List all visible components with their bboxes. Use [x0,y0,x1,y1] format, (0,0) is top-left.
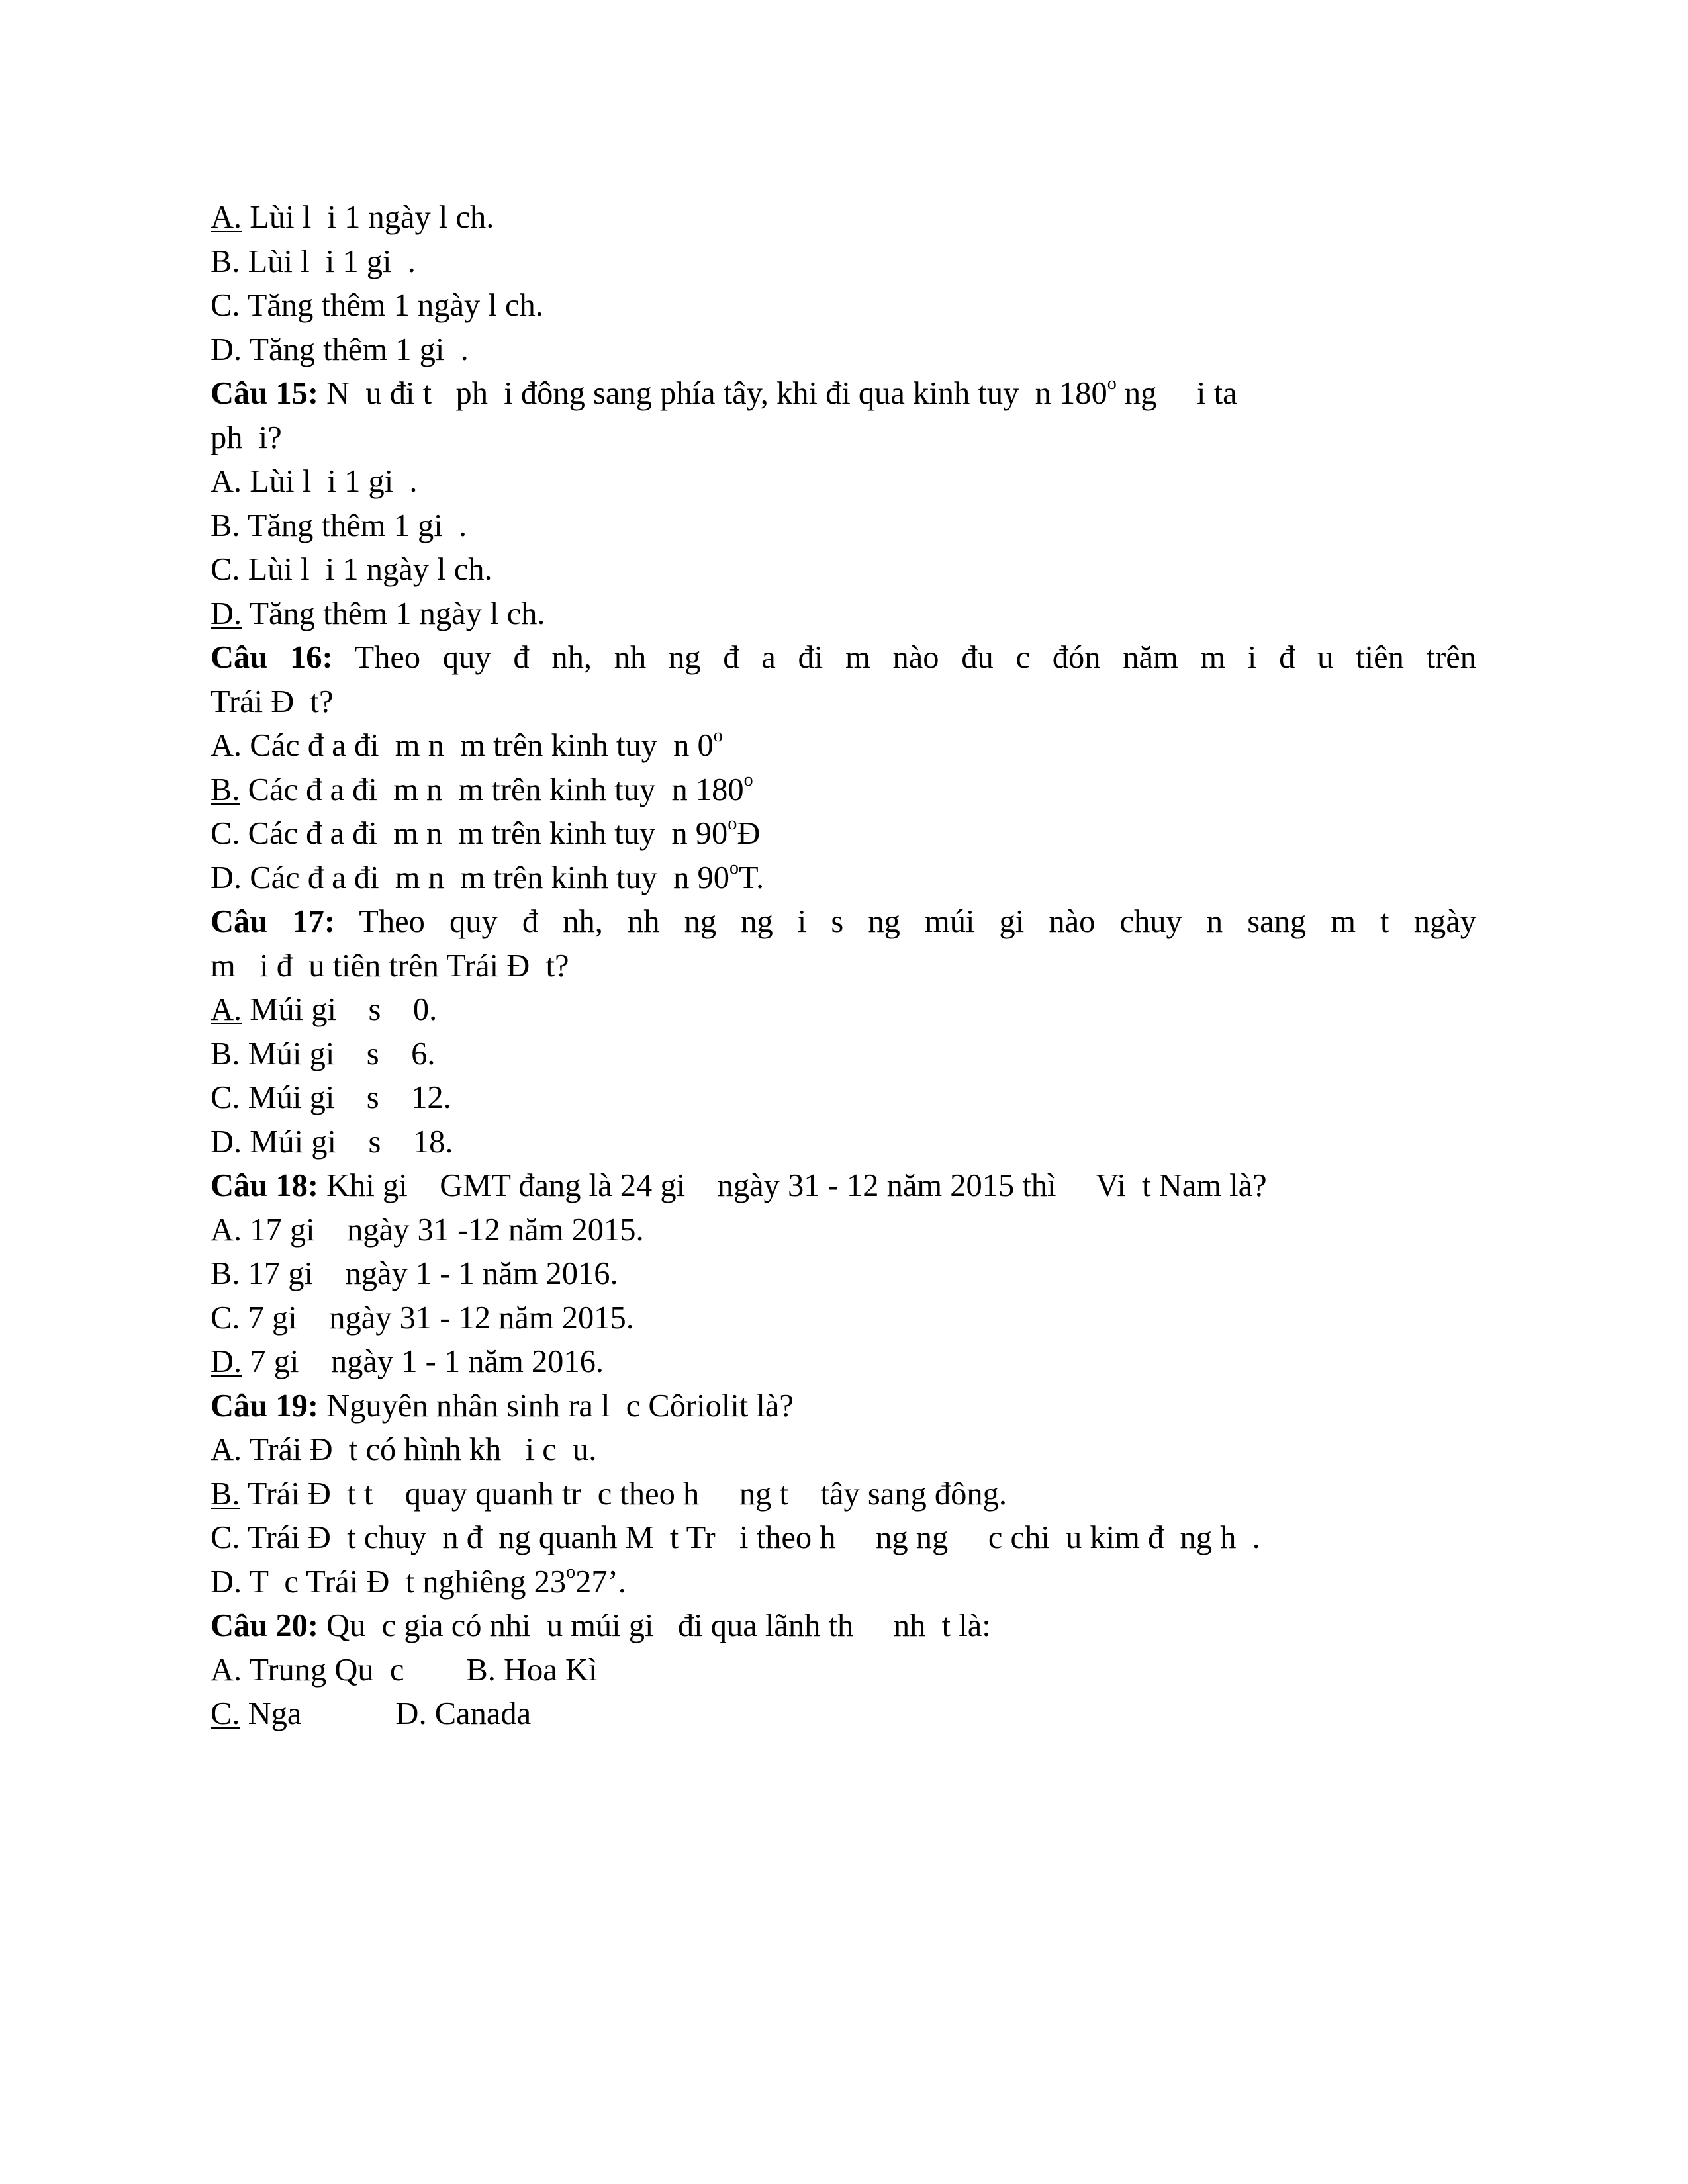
question-15-stem: Câu 15: N u đi t ph i đông sang phía tây, khi đi qua kinh tuy n 180$^o$ ng i ta [211,373,1237,411]
option-a: A. 17 gi ngày 31 -12 năm 2015. [211,1212,644,1248]
question-label: Câu 18: [211,1168,319,1203]
question-17-stem-cont: m i đ u tiên trên Trái Đ t? [211,948,569,983]
option-d: D. Múi gi s 18. [211,1124,453,1160]
option-b: B. Các đ a đi m n m trên kinh tuy n 180$^o$ [211,769,753,807]
document-body [211,196,1476,1737]
question-label: Câu 17: [211,904,336,939]
option-row-cd [211,1692,1476,1737]
option-c: C. Lùi l i 1 ngày l ch. [211,552,492,587]
correct-answer-key: A. [211,200,242,235]
question-16-stem-cont: Trái Đ t? [211,684,334,719]
option-c: C. Các đ a đi m n m trên kinh tuy n 90$^o$Đ [211,813,761,851]
option-c: C. Múi gi s 12. [211,1080,451,1115]
question-19-stem: Câu 19: Nguyên nhân sinh ra l c Côriolit là? [211,1388,794,1424]
option-b: B. 17 gi ngày 1 - 1 năm 2016. [211,1256,618,1291]
option-line: D. Tăng thêm 1 gi . [211,332,469,367]
option-d: D. 7 gi ngày 1 - 1 năm 2016. [211,1344,604,1379]
option-d: D. Tăng thêm 1 ngày l ch. [211,596,545,631]
option-c: C. Nga [211,1696,302,1731]
question-18-stem: Câu 18: Khi gi GMT đang là 24 gi ngày 31 - 12 năm 2015 thì Vi t Nam là? [211,1168,1267,1203]
question-15-stem-cont: ph i? [211,420,282,455]
question-label: Câu 15: [211,376,319,411]
option-line: C. Tăng thêm 1 ngày l ch. [211,288,543,323]
option-a: A. Múi gi s 0. [211,992,438,1027]
option-d: D. T c Trái Đ t nghiêng 23$^o$27’. [211,1561,626,1600]
option-b: B. Hoa Kì [466,1652,598,1688]
question-16-stem: Câu 16: Theo quy đ nh, nh ng đ a đi m nào đu c đón năm m i đ u tiên trên [211,640,1477,675]
option-d: D. Canada [395,1696,532,1731]
question-label: Câu 20: [211,1608,319,1643]
option-a: A. Trung Qu c [211,1652,404,1688]
correct-answer-key: B. [211,772,240,807]
option-b: B. Trái Đ t t quay quanh tr c theo h ng t tây sang đông. [211,1476,1007,1512]
option-b: B. Múi gi s 6. [211,1036,436,1071]
option-a: A. Trái Đ t có hình kh i c u. [211,1432,597,1467]
question-label: Câu 16: [211,640,333,675]
option-d: D. Các đ a đi m n m trên kinh tuy n 90$^o$T. [211,857,765,895]
question-20-stem: Câu 20: Qu c gia có nhi u múi gi đi qua lãnh th nh t là: [211,1608,991,1643]
option-row-ab [211,1649,1476,1693]
correct-answer-key: C. [211,1696,240,1731]
option-line: B. Lùi l i 1 gi . [211,244,416,279]
question-17-stem: Câu 17: Theo quy đ nh, nh ng ng i s ng múi gi nào chuy n sang m t ngày [211,904,1476,939]
correct-answer-key: A. [211,992,242,1027]
option-a: A. Các đ a đi m n m trên kinh tuy n 0$^o$ [211,725,723,763]
correct-answer-key: D. [211,1344,242,1379]
option-c: C. Trái Đ t chuy n đ ng quanh M t Tr i theo h ng ng c chi u kim đ ng h . [211,1520,1260,1555]
option-c: C. 7 gi ngày 31 - 12 năm 2015. [211,1300,634,1336]
correct-answer-key: B. [211,1476,240,1512]
option-b: B. Tăng thêm 1 gi . [211,508,467,543]
question-label: Câu 19: [211,1388,319,1424]
correct-answer-key: D. [211,596,242,631]
option-line: A. Lùi l i 1 ngày l ch. [211,200,494,235]
option-a: A. Lùi l i 1 gi . [211,464,418,499]
